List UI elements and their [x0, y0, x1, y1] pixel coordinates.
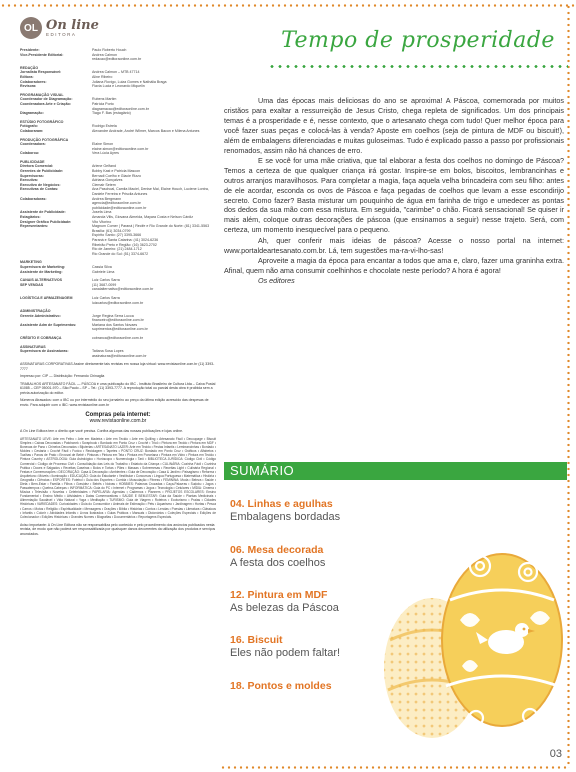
dotted-border-bottom — [220, 766, 570, 769]
credits-group — [20, 278, 216, 292]
egg-floral-icon — [442, 554, 562, 726]
sumario-item-pintura-mdf[interactable] — [230, 589, 339, 615]
credits-label: ADMINISTRAÇÃO — [20, 309, 51, 314]
credits-value: Espírito Santo: (27) 3395-3666 — [92, 233, 142, 238]
credits-label: Diagramação: — [20, 111, 44, 116]
credits-group — [20, 260, 216, 274]
credits-label: Fotógrafo: — [20, 124, 38, 129]
credits-list — [20, 48, 216, 358]
credits-value: Vito Vitorino — [92, 219, 112, 224]
article-signature: Os editores — [258, 276, 295, 286]
credits-label: ASSINATURAS — [20, 344, 46, 349]
credits-label: Coordenador de Diagramação: — [20, 97, 73, 102]
credits-label: REDAÇÃO — [20, 65, 39, 70]
editorial-article — [224, 96, 564, 287]
credits-row — [20, 84, 216, 89]
credits-value: Adriana Gonçalves — [92, 178, 123, 183]
dotted-border-top — [0, 4, 576, 7]
credits-value: suprimentos@editoraonline.com.br — [92, 327, 148, 332]
credits-row — [20, 151, 216, 156]
credits-label: Assistente Adm de Suprimentos: — [20, 322, 77, 327]
credits-value: Rio Grande do Sul: (51) 3374-6672 — [92, 251, 149, 256]
credits-value: Amanda Vilis, Giovana Almeida, Mayara Costa e Nelson Cárdiz — [92, 215, 194, 219]
credits-label — [20, 287, 92, 292]
credits-label — [20, 301, 92, 306]
sumario-item-title: 06. Mesa decorada — [230, 544, 324, 556]
credits-label: SEP VENDAS — [20, 282, 44, 287]
article-paragraph: Aproveite a magia da época para encantar a todos que ama e, claro, fazer uma graninha extra. Afinal, quem não ama consumir coelhinhos e chocolate neste período? A hora é agora! — [224, 256, 564, 275]
credits-value: Andrea Calmon – MTB 47714 — [92, 70, 140, 75]
credits-group — [20, 48, 216, 62]
credits-value: Ana Paschoal, Camila Maciel, Denise Mai, Elaine Houch, Luciene Lontra, Daniele Ferreira e Priscila Antunes — [92, 187, 209, 197]
credits-label: Executivas de Contas: — [20, 187, 59, 192]
credits-label: Representantes: — [20, 224, 49, 229]
credits-label: LOGÍSTICA E ARMAZENAGEM — [20, 295, 73, 300]
credits-row — [20, 111, 216, 116]
credits-label: Colaboraram: — [20, 128, 44, 133]
credits-label: Estagiários: — [20, 215, 41, 219]
credits-group — [20, 345, 216, 359]
credits-label: Jornalista Responsável: — [20, 70, 62, 75]
credits-group — [20, 138, 216, 156]
credits-label: Coordenadora: — [20, 142, 46, 147]
credits-label: Vice-Presidente Editorial: — [20, 52, 64, 57]
credits-value: Rubens Martim — [92, 97, 117, 102]
sumario-item-subtitle: As belezas da Páscoa — [230, 602, 339, 614]
credits-group — [20, 309, 216, 332]
credits-value: Patrícia Porto — [92, 101, 114, 106]
credits-label — [20, 252, 92, 257]
credits-value: Bernadi Coelho e Glacie Rizzo — [92, 173, 141, 178]
credits-value: Flavia Lucia e Leonardo Miquelin — [92, 84, 145, 89]
credits-row — [20, 57, 216, 62]
credits-value: Mariana dos Santos Novaes — [92, 322, 138, 327]
credits-value: Paraná e Santa Catarina: (41) 3024-6236 — [92, 237, 159, 242]
logo-name: On line — [46, 17, 99, 33]
credits-label: Supervisora de Assinaturas: — [20, 349, 69, 354]
credits-value: Bobby Kast e Patrícia Mascon — [92, 169, 141, 174]
sumario-item-title: 04. Linhas e agulhas — [230, 498, 333, 510]
title-dotted-underline — [268, 64, 568, 69]
credits-label: Presidente: — [20, 48, 40, 52]
credits-label: Designer Gráfico Publicidade: — [20, 219, 72, 224]
credits-value: Paulo Roberto Houch — [92, 48, 127, 52]
credits-value: publicidade@editoraonline.com.br — [92, 205, 147, 210]
article-paragraph: Ah, quer conferir mais ideias de páscoa? Acesse o nosso portal na internet: www.portaldeartesanato.com.br. Lá, tem sugestões ma-ra-vi-lho-sas! — [224, 235, 564, 255]
credits-value: Alexandre Andrade, André Wilmer, Marcos Bacon e Milena Antunes — [92, 128, 200, 133]
credits-label: Diretora Comercial: — [20, 164, 54, 169]
sumario-item-biscuit[interactable] — [230, 634, 340, 660]
credits-value: Rodrigo Estrela — [92, 124, 117, 129]
sumario-item-subtitle: A festa dos coelhos — [230, 557, 326, 569]
credits-value: Brasília: (61) 3034-0799 — [92, 228, 131, 233]
credits-value: Clemair Setem — [92, 182, 116, 187]
credits-value: elaine.simon@editoraonline.com.br — [92, 146, 149, 151]
sumario-item-subtitle: Eles não podem faltar! — [230, 647, 341, 659]
credits-value: Juliana Rovigo, Luiza Gomes e Nathália Braga — [92, 79, 167, 84]
publications-list: ARTESANATO LEVE: Arte em Feltro • Arte em Madeira • Arte em Tecido • Arte em Quilling • Artesanato Fácil • Decoupage • Biscuit Simples • Caixas Decoradas • Patchwork • Scrapbook • Bordado em Ponto Cruz • Crochê • Tricô • Pintura em Tecido • Pintura em MDF • Bonecas de Pano • Chinelos Decorados • Bijuterias • ARTESANATO LAZER: Arte em Tecido • Festas Infantis • Lembrancinhas • Bordado • Moldes • Cestaria • Crochê Fácil • Fuxico • Reciclagem • Tapetes • PONTO CRUZ: Bordado em Ponto Cruz • Gráficos • Alfabetos • Toalhas • Panos de Prato • Enxoval de Bebê • Pinturas • Pintura em Tela • Pintura em Porcelana • Pintura em Vidro • Pintura em Tecido • Pintura Country • ASTROLOGIA: Guia Astrológico • Horóscopo • Numerologia • Tarô • BIBLIOTECA JURÍDICA: Código Civil • Código Comercial • Código de Processo Civil • Consolidação das Leis do Trabalho • Estatuto da Criança • CULINÁRIA: Cozinha Fácil • Cozinha Prática • Doces e Salgados • Receitas Caseiras • Bolos e Tortas • Pães • Massas • Sobremesas • Receitas Light • Culinária Regional • Festas e Comemorações • DECORAÇÃO: Casa & Decoração • Ambientes • Guia de Decoração • Casa & Jardim • Paisagismo • Reforma • Arquitetura • Móveis • Iluminação • EDUCAÇÃO: Guia do Estudante • Vestibular • Concursos • Língua Portuguesa • Matemática • História • Geografia • Ciências • ESPORTES: Futebol • Guia dos Esportes • Corrida • Musculação • Fitness • FEMININA: Moda • Beleza • Saúde • Dieta • Bem-Estar • Família • Filhos • Gravidez • Bebês • Noivas • HOBBIES: Palavras Cruzadas • Caça-Palavras • Sudoku • Jogos • Passatempos • Quebra-Cabeças • INFORMÁTICA: Guia do PC • Internet • Programas • Jogos • Tecnologia • Celulares • MÍDIA: Cinema • Música • Televisão • Novelas • Celebridades • PAPELARIA: Agendas • Cadernos • Planners • PROJETOS ESCOLARES: Ensino Fundamental • Ensino Médio • Atividades • Datas Comemorativas • SAÚDE E BEM-ESTAR: Guia da Saúde • Plantas Medicinais • Alimentação Saudável • Vida Natural • Yoga • Meditação • TURISMO: Guia de Viagem • Roteiros • Ecoturismo • Praias • Cidades Históricas • VARIEDADES: Curiosidades • Guia do Consumidor • Animais de Estimação • Pets • Aquarismo • Jardinagem • Hortas • Pesca • Carros • Motos • Religião • Espiritualidade • Mensagens • Orações • Bíblia • Histórias • Contos • Lendas • Poesias • Literatura • Clássicos • Infantis • Colorir • Atividades Infantis • Livros Ilustrados • Guias Práticos • Manuais • Dicionários • Coleções Especiais • Edições de Colecionador • Edições Históricas • Grandes Nomes • Biografias • Documentários • Reportagens Especiais. — [20, 436, 216, 519]
credits-value: diagramacao@editoraonline.com.br — [92, 106, 149, 111]
back-issues-text: Números Atrasados: com o IBC ou por intermédio do seu jornaleiro ao preço da última edição acrescido das despesas de envio. Para adquirir com o IBC: www.revistaonline.com.br — [20, 398, 209, 407]
credits-row — [20, 252, 216, 257]
credits-row — [20, 270, 216, 275]
sumario-item-title: 18. Pontos e moldes — [230, 680, 332, 692]
credits-value: canalalternativo@editoraonline.com.br — [92, 287, 154, 292]
credits-value: Arlene Gelfand — [92, 164, 116, 169]
sumario-item-linhas-agulhas[interactable] — [230, 498, 340, 524]
credits-value: financeiro@editoraonline.com.br — [92, 318, 144, 323]
credits-value: Elaine Simon — [92, 142, 114, 147]
credits-group — [20, 296, 216, 305]
credits-value: Andrea Calmon — [92, 52, 117, 57]
credits-value: Cassia Silva — [92, 264, 112, 269]
credits-label: Executiva: — [20, 178, 38, 183]
credits-label: Coordenadora Arte e Criação: — [20, 101, 71, 106]
sumario-item-subtitle: Embalagens bordadas — [230, 511, 341, 523]
logo-sub: EDITORA — [46, 31, 77, 37]
logo-mark: OL — [20, 17, 42, 39]
credits-value: assinaturas@editoraonline.com.br — [92, 353, 147, 358]
easter-eggs-illustration — [380, 490, 566, 752]
notice-footer: Aviso importante: A On Line Editora não se responsabiliza pelo conteúdo e pelo procedimento dos anúncios publicados nesta revista, de modo que não poderá ser responsabilizada por quaisquer danos decorrentes da utilização dos produtos e serviços anunciados. — [20, 522, 216, 536]
credits-value: Jorge Regina Serra Lucca — [92, 313, 134, 318]
credits-group — [20, 120, 216, 134]
credits-row — [20, 187, 216, 196]
credits-value: Gabriele Lima — [92, 269, 115, 274]
sumario-item-title: 12. Pintura em MDF — [230, 589, 328, 601]
credits-value: (11) 3687-0099 — [92, 282, 117, 287]
article-paragraph: E se você for uma mãe criativa, que tal elaborar a festa dos coelhos no domingo de Páscoa? Temos a certeza de que qualquer criança irá gostar. Inspire-se em bolos, biscoitos, lembrancinhas e outros arranjos maravilhosos. Para completar a magia, faça aquela velha brincadeira com seu filho: antes de ele acordar, esconda os ovos de Páscoa e faça pegadas de coelhos que levam a esse escondirijo secreto. Como fazer? Basta misturar um pouquinho de água em farinha de trigo e umedecer as pontas dos dedos da sua mão com essa mistura. Em seguida, "carimbe" o chão. Ficará sensacional! Se quiser ir mais além, coloque outras decorações de páscoa (que ensinamos a seguir) nesse trajeto. Será, com certeza, um momento inesquecível para o pequeno. — [224, 155, 564, 235]
credits-value: redacao@editoraonline.com.br — [92, 57, 142, 62]
credits-value: agencia@editoraonline.com.br — [92, 201, 141, 206]
notice-small: A On Line Editora tem o direito que você precisa. Confira algumas das nossas publicações e lojas online. — [20, 429, 184, 434]
credits-label: Colaboradores: — [20, 79, 47, 84]
credits-row — [20, 327, 216, 332]
credits-value: Andrea Bergmann — [92, 196, 122, 201]
credits-row — [20, 129, 216, 134]
credits-row — [20, 354, 216, 359]
credits-label: Gerente Administrativo: — [20, 313, 61, 318]
credits-value: Vera Lúcia Ayres — [92, 151, 119, 156]
credits-value: Ribeirão Preto e Região: (16) 3623-2702 — [92, 242, 157, 247]
credits-value: Magnum Comer | Paraná | Recife e Rio Grande do Norte: (81) 3341-5563 — [92, 224, 210, 229]
credits-group — [20, 93, 216, 116]
credits-value: cobranca@editoraonline.com.br — [92, 336, 143, 341]
page-number: 03 — [549, 748, 562, 760]
sumario-item-pontos-moldes[interactable] — [230, 680, 332, 693]
sumario-item-title: 16. Biscuit — [230, 634, 283, 646]
credits-label: Assistente de Marketing: — [20, 269, 63, 274]
credits-label: Colaboradoras: — [20, 196, 47, 201]
online-shop-title: Compras pela internet: — [85, 412, 151, 419]
dotted-border-right — [567, 4, 570, 768]
credits-label — [20, 354, 92, 359]
sumario-item-mesa-decorada[interactable] — [230, 544, 325, 570]
editorial-title: Tempo de prosperidade — [281, 28, 555, 53]
publisher-logo — [20, 14, 216, 42]
publication-info-text: TRABALHOS ARTESANATO FÁCIL — PÁSCOA é uma publicação do IBC - Instituto Brasileiro de Cultura Ltda – Caixa Postal 61085 – CEP 05001-970 – São Paulo – SP – Tel.: (11) 3393-7777. A reprodução total ou parcial desta obra é proibida sem a prévia autorização do editor. — [20, 381, 216, 395]
printing-text: Impresso por: CIP — Distribuição: Fernando Chinaglia — [20, 374, 105, 379]
credits-value: Luiz Carlos Sarra — [92, 278, 120, 283]
credits-label: Assistente de Publicidade: — [20, 210, 66, 215]
credits-row — [20, 336, 216, 341]
credits-label: CRÉDITO E COBRANÇA — [20, 336, 62, 341]
credits-label: PUBLICIDADE — [20, 159, 45, 164]
credits-label: MARKETING — [20, 260, 42, 265]
article-paragraph: Uma das épocas mais deliciosas do ano se aproxima! A Páscoa, comemorada por muitos cristãos para exaltar a ressurreição de Jesus Cristo, chega repleta de significados. Um dos principais temas é a prosperidade e é, nesse contexto, que o artesanato chega com tudo! Quer melhor época para você fazer suas peças e colocá-las à venda? Aposte em coelhos (seja de pintura de MDF ou biscuit!), além de embalagens diferenciadas e muitas guloseimas. Tudo é explicado passo a passo por profissionais renomados, assim não há chances de erro. — [224, 96, 565, 155]
credits-row — [20, 287, 216, 292]
credits-group — [20, 336, 216, 341]
credits-label — [20, 57, 92, 62]
credits-label: Editora: — [20, 74, 34, 79]
corporate-subscriptions-text: ASSINATURAS CORPORATIVAS Assine diretamente tais revistas em nossa loja virtual: www.revistaonline.com.br (11) 3393-7777 — [20, 362, 215, 371]
sumario-title: SUMÁRIO — [230, 463, 295, 478]
credits-label: PRODUÇÃO FOTOGRÁFICA — [20, 137, 69, 142]
credits-label: CANAIS ALTERNATIVOS — [20, 278, 63, 283]
credits-row — [20, 301, 216, 306]
credits-value: Aline Ribeiro — [92, 74, 113, 79]
credits-value: Rio de Janeiro: (21) 2484-1712 — [92, 247, 142, 252]
credits-value: Tiago F. Bas (estagiário) — [92, 111, 131, 116]
credits-group — [20, 160, 216, 256]
credits-label: Executivo de Negócios: — [20, 182, 61, 187]
credits-label: Supervisoras: — [20, 173, 44, 178]
credits-label: Gerentes de Publicidade: — [20, 169, 64, 174]
credits-label: Supervisora de Marketing: — [20, 264, 66, 269]
credits-value: Josefa Lima — [92, 210, 112, 215]
credits-label: Revisora: — [20, 84, 37, 89]
credits-value: luizcarlos@editoraonline.com.br — [92, 300, 144, 305]
credits-label: PROGRAMAÇÃO VISUAL — [20, 92, 64, 97]
online-shop-url[interactable]: www.revistaonline.com.br — [89, 418, 147, 425]
credits-label: Colaborou: — [20, 151, 40, 156]
online-shop-box — [20, 412, 216, 424]
masthead-column — [20, 14, 216, 764]
credits-value: Luiz Carlos Sarra — [92, 295, 120, 300]
credits-label — [20, 327, 92, 332]
credits-value: Tatiana Sosa Lopes — [92, 349, 124, 354]
credits-label: ESTÚDIO FOTOGRÁFICO — [20, 119, 64, 124]
credits-group — [20, 66, 216, 89]
